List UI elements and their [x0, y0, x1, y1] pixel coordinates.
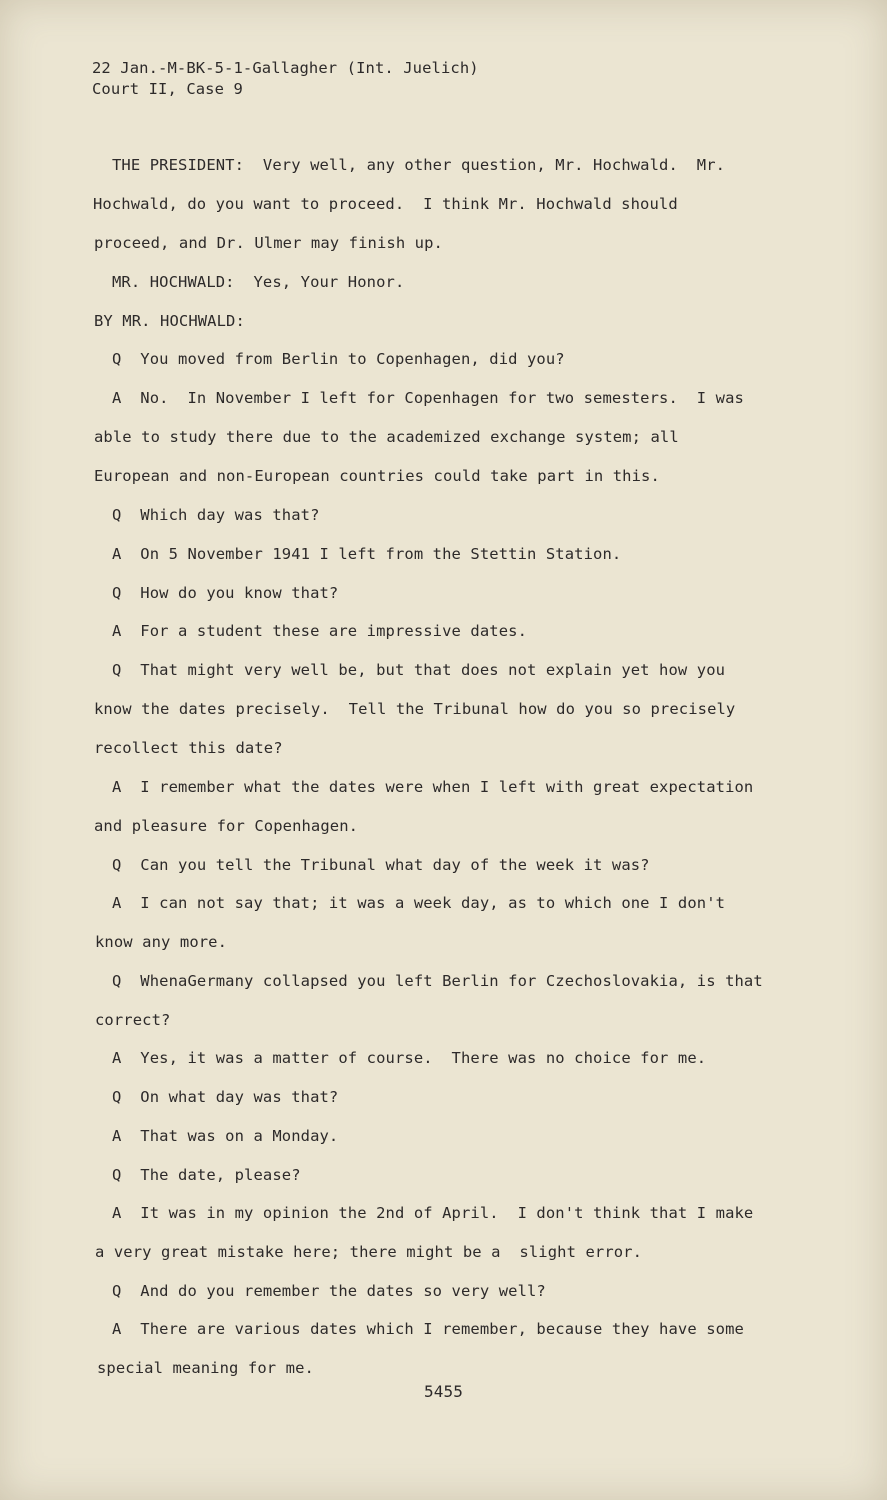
transcript-line: Q How do you know that? [112, 584, 339, 602]
transcript-line: Q The date, please? [112, 1166, 301, 1184]
transcript-line: Q And do you remember the dates so very well? [112, 1282, 546, 1300]
transcript-line: recollect this date? [94, 739, 283, 757]
transcript-line: A There are various dates which I remember, because they have some [112, 1320, 744, 1338]
transcript-line: able to study there due to the academized exchange system; all [94, 428, 679, 446]
transcript-line: MR. HOCHWALD: Yes, Your Honor. [112, 273, 405, 291]
transcript-line: A No. In November I left for Copenhagen for two semesters. I was [112, 389, 744, 407]
transcript-line: A I can not say that; it was a week day, as to which one I don't [112, 894, 726, 912]
transcript-line: special meaning for me. [97, 1359, 314, 1377]
document-header [92, 58, 479, 100]
transcript-line: correct? [95, 1011, 171, 1029]
transcript-line: proceed, and Dr. Ulmer may finish up. [94, 234, 443, 252]
transcript-line: Q WhenaGermany collapsed you left Berlin for Czechoslovakia, is that [112, 972, 763, 990]
transcript-line: Hochwald, do you want to proceed. I think Mr. Hochwald should [93, 195, 678, 213]
transcript-line: Q Can you tell the Tribunal what day of the week it was? [112, 856, 650, 874]
header-line-2: Court II, Case 9 [92, 80, 243, 98]
transcript-line: Q You moved from Berlin to Copenhagen, did you? [112, 350, 565, 368]
transcript-line: A I remember what the dates were when I left with great expectation [112, 778, 754, 796]
page-number: 5455 [424, 1382, 463, 1401]
transcript-line: Q Which day was that? [112, 506, 320, 524]
transcript-line: know the dates precisely. Tell the Tribunal how do you so precisely [94, 700, 736, 718]
transcript-line: THE PRESIDENT: Very well, any other question, Mr. Hochwald. Mr. [112, 156, 726, 174]
transcript-line: European and non-European countries could take part in this. [94, 467, 660, 485]
header-line-1: 22 Jan.-M-BK-5-1-Gallagher (Int. Juelich) [92, 59, 479, 77]
transcript-line: Q On what day was that? [112, 1088, 339, 1106]
transcript-line: Q That might very well be, but that does not explain yet how you [112, 661, 726, 679]
transcript-line: know any more. [95, 933, 228, 951]
transcript-line: A That was on a Monday. [112, 1127, 339, 1145]
transcript-line: a very great mistake here; there might be a slight error. [95, 1243, 643, 1261]
transcript-line: BY MR. HOCHWALD: [94, 312, 245, 330]
transcript-line: A On 5 November 1941 I left from the Stettin Station. [112, 545, 622, 563]
transcript-line: A For a student these are impressive dates. [112, 622, 527, 640]
transcript-line: A It was in my opinion the 2nd of April. I don't think that I make [112, 1204, 754, 1222]
transcript-line: and pleasure for Copenhagen. [94, 817, 359, 835]
transcript-line: A Yes, it was a matter of course. There was no choice for me. [112, 1049, 707, 1067]
